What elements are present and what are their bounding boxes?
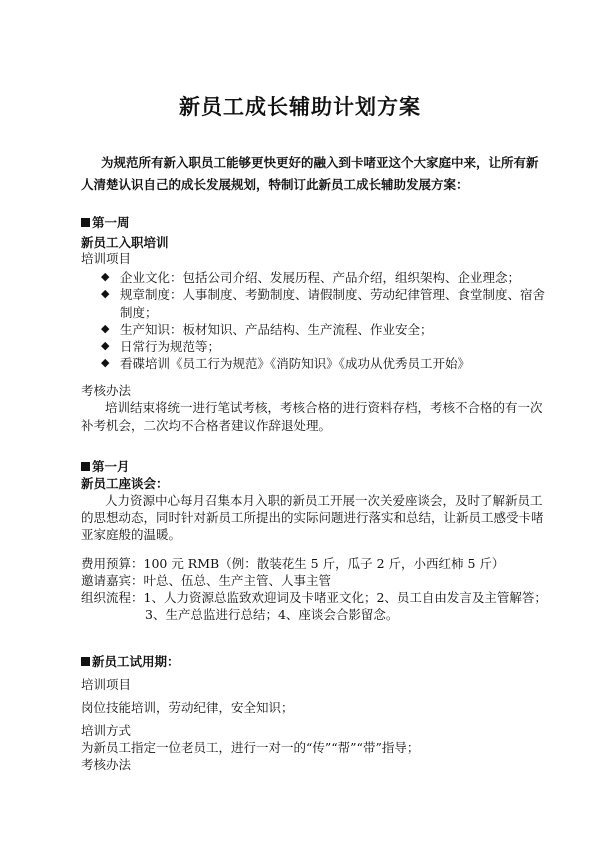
diamond-bullet-icon: ◆: [101, 270, 110, 283]
month1-budget: 费用预算：100 元 RMB（例：散装花生 5 斤，瓜子 2 斤，小西红柿 5 斤）: [81, 556, 505, 571]
week1-item-2-text-cont: 制度；: [120, 305, 158, 320]
week1-item-1-text: 企业文化：包括公司介绍、发展历程、产品介绍，组织架构、企业理念；: [120, 270, 521, 285]
square-bullet-icon: [81, 657, 90, 666]
month1-heading: [81, 457, 130, 475]
week1-item-3-text: 生产知识：板材知识、产品结构、生产流程、作业安全；: [120, 322, 433, 337]
week1-subheading: 新员工入职培训: [81, 235, 169, 250]
week1-item-2-text: 规章制度：人事制度、考勤制度、请假制度、劳动纪律管理、食堂制度、宿舍: [120, 287, 546, 302]
week1-assess-line-2: 补考机会，二次均不合格者建议作辞退处理。: [81, 418, 332, 433]
week1-heading-text: 第一周: [92, 215, 130, 230]
probation-heading: [81, 652, 180, 670]
month1-para-line-3: 亚家庭般的温暖。: [81, 527, 182, 542]
probation-method-label: 培训方式: [81, 723, 132, 738]
month1-heading-text: 第一月: [92, 459, 130, 474]
week1-item-4-text: 日常行为规范等；: [120, 339, 221, 354]
intro-line-2: 人清楚认识自己的成长发展规划，特制订此新员工成长辅助发展方案：: [81, 177, 469, 192]
month1-subheading: 新员工座谈会：: [81, 476, 169, 491]
probation-training-content: 岗位技能培训，劳动纪律，安全知识；: [81, 700, 294, 715]
week1-assess-label: 考核办法: [81, 383, 132, 398]
week1-item-5-text: 看碟培训《员工行为规范》《消防知识》《成功从优秀员工开始》: [120, 356, 471, 371]
month1-guests: 邀请嘉宾：叶总、伍总、生产主管、人事主管: [81, 573, 332, 588]
document-title: 新员工成长辅助计划方案: [179, 95, 421, 119]
week1-heading: [81, 213, 130, 231]
week1-training-label: 培训项目: [81, 251, 132, 266]
month1-process-line-1: 组织流程：1、人力资源总监致欢迎词及卡啫亚文化；2、员工自由发言及主管解答；: [81, 590, 547, 605]
probation-method-content: 为新员工指定一位老员工，进行一对一的“传”“帮”“带”指导；: [81, 740, 420, 755]
diamond-bullet-icon: ◆: [101, 339, 110, 352]
diamond-bullet-icon: ◆: [101, 322, 110, 335]
month1-para-line-1: 人力资源中心每月召集本月入职的新员工开展一次关爱座谈会，及时了解新员工: [105, 493, 543, 508]
intro-line-1: 为规范所有新入职员工能够更快更好的融入到卡啫亚这个大家庭中来，让所有新: [101, 155, 539, 170]
probation-training-label: 培训项目: [81, 677, 132, 692]
week1-assess-line-1: 培训结束将统一进行笔试考核，考核合格的进行资料存档，考核不合格的有一次: [105, 400, 543, 415]
diamond-bullet-icon: ◆: [101, 356, 110, 369]
diamond-bullet-icon: ◆: [101, 287, 110, 300]
square-bullet-icon: [81, 218, 90, 227]
square-bullet-icon: [81, 462, 90, 471]
month1-process-line-2: 3、生产总监进行总结；4、座谈会合影留念。: [145, 607, 399, 622]
month1-para-line-2: 的思想动态，同时针对新员工所提出的实际问题进行落实和总结，让新员工感受卡啫: [81, 510, 544, 525]
probation-assess-label: 考核办法: [81, 757, 132, 772]
probation-heading-text: 新员工试用期：: [92, 654, 180, 669]
